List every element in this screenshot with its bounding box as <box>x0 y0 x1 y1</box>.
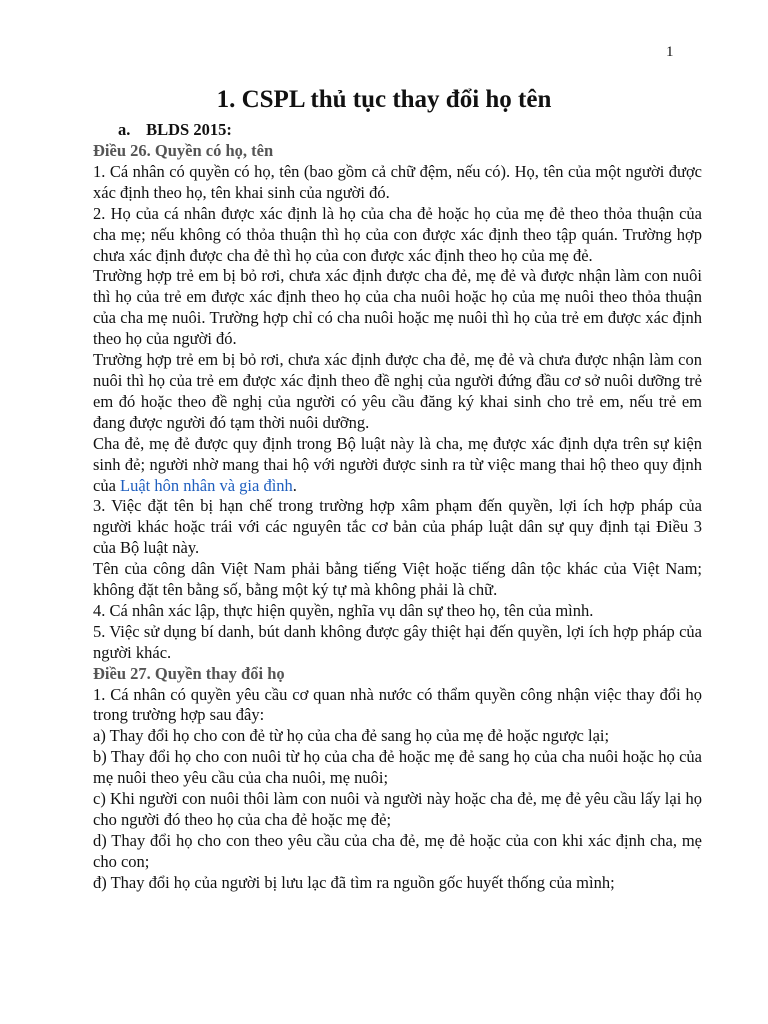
subheading <box>118 120 232 140</box>
article-26-paragraph: 1. Cá nhân có quyền có họ, tên (bao gồm cả chữ đệm, nếu có). Họ, tên của một người được xác định theo họ, tên khai sinh của người đó. <box>93 161 702 202</box>
article-26-paragraph-with-link <box>93 434 702 497</box>
document-title <box>0 86 768 114</box>
article-26-paragraph: Trường hợp trẻ em bị bỏ rơi, chưa xác định được cha đẻ, mẹ đẻ và chưa được nhận làm con nuôi thì họ của trẻ em được xác định theo đề nghị của người đứng đầu cơ sở nuôi dưỡng trẻ em đó hoặc theo đề nghị của người có yêu cầu đăng ký khai sinh cho trẻ em, nếu trẻ em đang được người đó tạm thời nuôi dưỡng. <box>93 350 702 432</box>
article-27-list-item: c) Khi người con nuôi thôi làm con nuôi và người này hoặc cha đẻ, mẹ đẻ yêu cầu lấy lại họ cho người đó theo họ của cha đẻ hoặc mẹ đẻ; <box>93 789 702 829</box>
article-26-paragraph: 2. Họ của cá nhân được xác định là họ của cha đẻ hoặc họ của mẹ đẻ theo thỏa thuận của cha mẹ; nếu không có thỏa thuận thì họ của con được xác định theo tập quán. Trường hợp chưa xác định được cha đẻ thì họ của con được xác định theo họ của mẹ đẻ. <box>93 203 702 265</box>
subheading-text: BLDS 2015: <box>146 120 232 139</box>
article-27-list-item: d) Thay đổi họ cho con theo yêu cầu của cha đẻ, mẹ đẻ hoặc của con khi xác định cha, mẹ cho con; <box>93 830 702 871</box>
title-number: 1. <box>216 86 236 113</box>
article-27-list-item: đ) Thay đổi họ của người bị lưu lạc đã tìm ra nguồn gốc huyết thống của mình; <box>93 872 615 892</box>
article-27-paragraph: 1. Cá nhân có quyền yêu cầu cơ quan nhà nước có thẩm quyền công nhận việc thay đổi họ trong trường hợp sau đây: <box>93 684 702 725</box>
article-27-heading: Điều 27. Quyền thay đổi họ <box>93 663 285 683</box>
law-link[interactable]: Luật hôn nhân và gia đình <box>120 475 293 495</box>
document-body <box>93 141 702 894</box>
article-26-paragraph: 5. Việc sử dụng bí danh, bút danh không được gây thiệt hại đến quyền, lợi ích hợp pháp của người khác. <box>93 621 702 662</box>
article-26-heading: Điều 26. Quyền có họ, tên <box>93 141 274 160</box>
article-26-paragraph: 3. Việc đặt tên bị hạn chế trong trường hợp xâm phạm đến quyền, lợi ích hợp pháp của người khác hoặc trái với các nguyên tắc cơ bản của pháp luật dân sự quy định tại Điều 3 của Bộ luật này. <box>93 496 702 558</box>
title-text: CSPL thủ tục thay đổi họ tên <box>241 86 552 113</box>
article-27-list-item: b) Thay đổi họ cho con nuôi từ họ của cha đẻ hoặc mẹ đẻ sang họ của cha nuôi hoặc họ của mẹ nuôi theo yêu cầu của cha nuôi, mẹ nuôi; <box>93 747 702 788</box>
article-26-paragraph: Tên của công dân Việt Nam phải bằng tiếng Việt hoặc tiếng dân tộc khác của Việt Nam; không đặt tên bằng số, bằng một ký tự mà không phải là chữ. <box>93 559 702 600</box>
article-27-list-item: a) Thay đổi họ cho con đẻ từ họ của cha đẻ sang họ của mẹ đẻ hoặc ngược lại; <box>93 726 610 746</box>
paragraph-text: Cha đẻ, mẹ đẻ được quy định trong Bộ luật này là cha, mẹ được xác định dựa trên sự kiện sinh đẻ; người nhờ mang thai hộ với người được sinh ra từ việc mang thai hộ theo quy định của <box>93 433 702 495</box>
subheading-marker: a. <box>118 120 131 139</box>
paragraph-text: . <box>292 475 297 495</box>
article-26-paragraph: Trường hợp trẻ em bị bỏ rơi, chưa xác định được cha đẻ, mẹ đẻ và được nhận làm con nuôi thì họ của trẻ em được xác định theo họ của cha nuôi hoặc họ của mẹ nuôi theo thỏa thuận của cha mẹ nuôi. Trường hợp chỉ có cha nuôi hoặc mẹ nuôi thì họ của trẻ em được xác định theo họ của người đó. <box>93 266 702 349</box>
article-26-paragraph: 4. Cá nhân xác lập, thực hiện quyền, nghĩa vụ dân sự theo họ, tên của mình. <box>93 600 594 620</box>
page-number: 1 <box>666 44 674 60</box>
